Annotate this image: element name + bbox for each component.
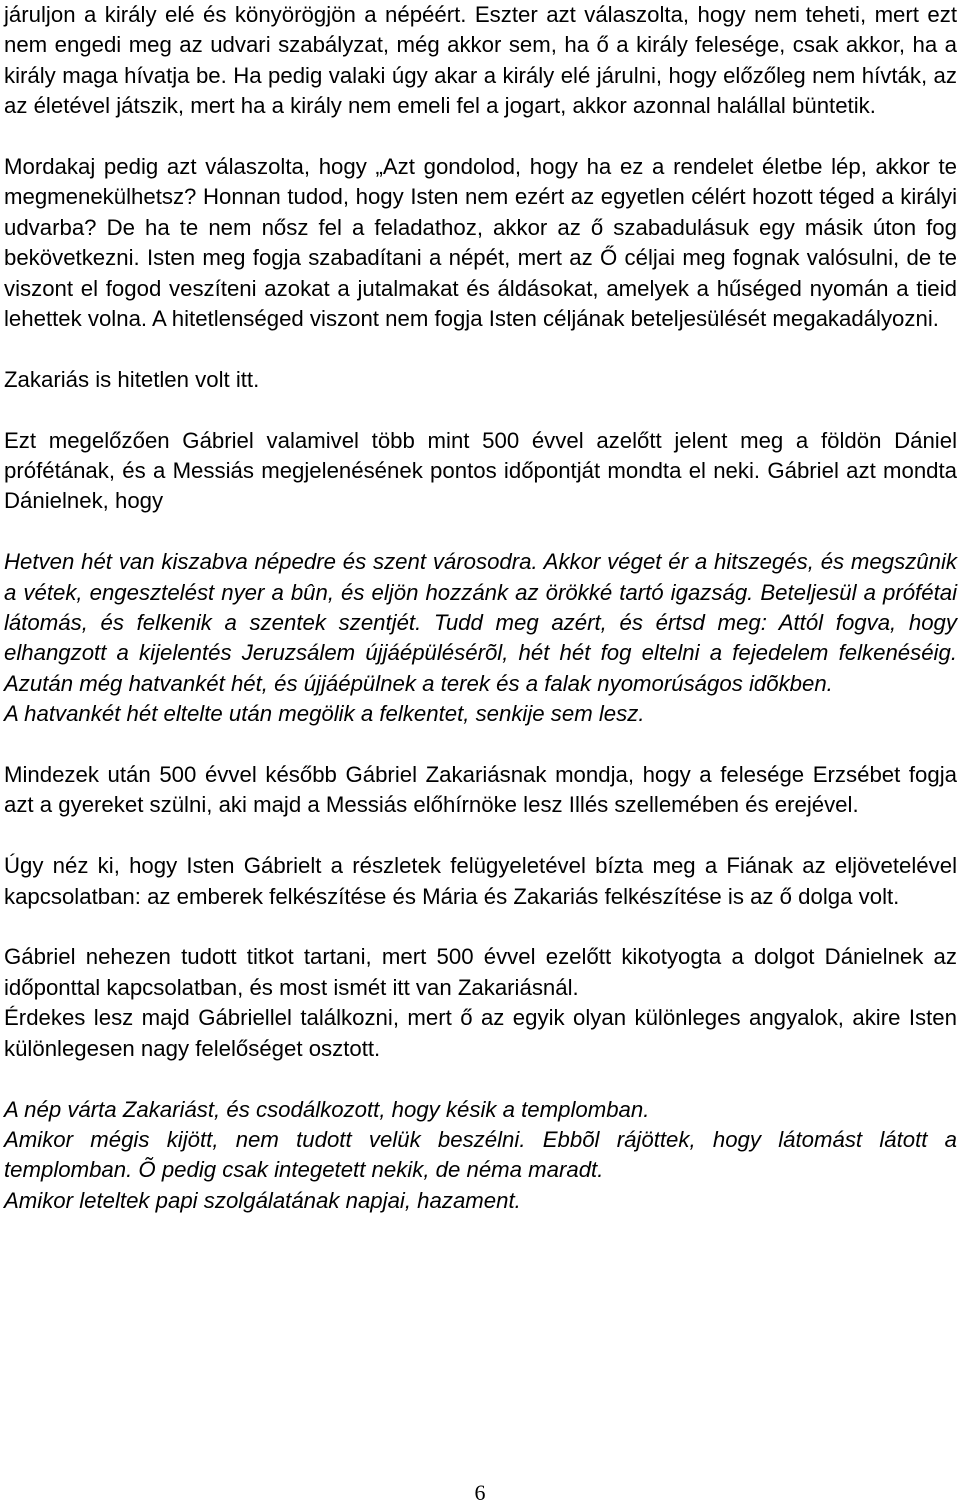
document-page (4, 0, 957, 1216)
quote-seventy-weeks-main: Hetven hét van kiszabva népedre és szent városodra. Akkor véget ér a hitszegés, és megszûnik a vétek, engesztelést nyer a bûn, és eljön hozzánk az örökké tartó igazság. Beteljesül a prófétai látomás, és felkenik a szentek szentjét. Tudd meg azért, és értsd meg: Attól fogva, hogy elhangzott a kijelentés Jeruzsálem újjáépülésérõl, hét hét fog eltelni a fejedelem felkenéséig. Azután még hatvankét hét, és újjáépülnek a terek és a falak nyomorúságos idõkben. (4, 549, 957, 696)
quote-seventy-weeks-end: A hatvankét hét eltelte után megölik a felkentet, senkije sem lesz. (4, 701, 645, 727)
paragraph-eszter-answer: járuljon a király elé és könyörögjön a népéért. Eszter azt válaszolta, hogy nem teheti, mert ezt nem engedi meg az udvari szabályzat, még akkor sem, ha ő a király felesége, csak akkor, ha a király maga hívatja be. Ha pedig valaki úgy akar a király elé járulni, hogy előzőleg nem hívták, az az életével játszik, mert ha a király nem emeli fel a jogart, akkor azonnal halállal büntetik. (4, 2, 957, 119)
paragraph-zakarias-unbelief: Zakariás is hitetlen volt itt. (4, 366, 260, 392)
quote-people-waited-line2: Amikor mégis kijött, nem tudott velük beszélni. Ebbõl rájöttek, hogy látomást látott a templomban. Õ pedig csak integetett nekik, de néma maradt. (4, 1126, 957, 1183)
quote-seventy-weeks (4, 547, 957, 729)
paragraph-gabriel-secret-line1: Gábriel nehezen tudott titkot tartani, mert 500 évvel ezelőtt kikotyogta a dolgot Dánielnek az időponttal kapcsolatban, és most ismét itt van Zakariásnál. (4, 944, 957, 1000)
quote-people-waited (4, 1095, 957, 1217)
paragraph-mordakaj-answer: Mordakaj pedig azt válaszolta, hogy „Azt gondolod, hogy ha ez a rendelet életbe lép, akkor te megmenekülhetsz? Honnan tudod, hogy Isten nem ezért az egyetlen célért hozott téged a királyi udvarba? De ha te nem nősz fel a feladathoz, akkor az ő szabadulásuk egy másik úton fog bekövetkezni. Isten meg fogja szabadítani a népét, mert az Ő céljai meg fognak valósulni, de te viszont el fogod veszíteni azokat a jutalmakat és áldásokat, amelyek a hűséged nyomán a tieid lehettek volna. A hitetlenséged viszont nem fogja Isten céljának beteljesülését megakadályozni. (4, 154, 957, 332)
paragraph-gabriel-daniel: Ezt megelőzően Gábriel valamivel több mint 500 évvel azelőtt jelent meg a földön Dániel prófétának, és a Messiás megjelenésének pontos időpontját mondta el neki. Gábriel azt mondta Dánielnek, hogy (4, 427, 957, 514)
quote-people-waited-line3: Amikor leteltek papi szolgálatának napjai, hazament. (4, 1187, 521, 1213)
paragraph-gabriel-mission: Úgy néz ki, hogy Isten Gábrielt a részletek felügyeletével bízta meg a Fiának az eljövetelével kapcsolatban: az emberek felkészítése és Mária és Zakariás felkészítése is az ő dolga volt. (4, 853, 957, 909)
paragraph-gabriel-zakarias: Mindezek után 500 évvel később Gábriel Zakariásnak mondja, hogy a felesége Erzsébet fogja azt a gyereket szülni, aki majd a Messiás előhírnöke lesz Illés szellemében és erejével. (4, 762, 957, 818)
paragraph-gabriel-secret (4, 942, 957, 1064)
quote-people-waited-line1: A nép várta Zakariást, és csodálkozott, hogy késik a templomban. (4, 1096, 650, 1122)
page-number: 6 (474, 1480, 486, 1505)
paragraph-gabriel-secret-line2: Érdekes lesz majd Gábriellel találkozni, mert ő az egyik olyan különleges angyalok, akire Isten különlegesen nagy felelőséget osztott. (4, 1005, 957, 1061)
